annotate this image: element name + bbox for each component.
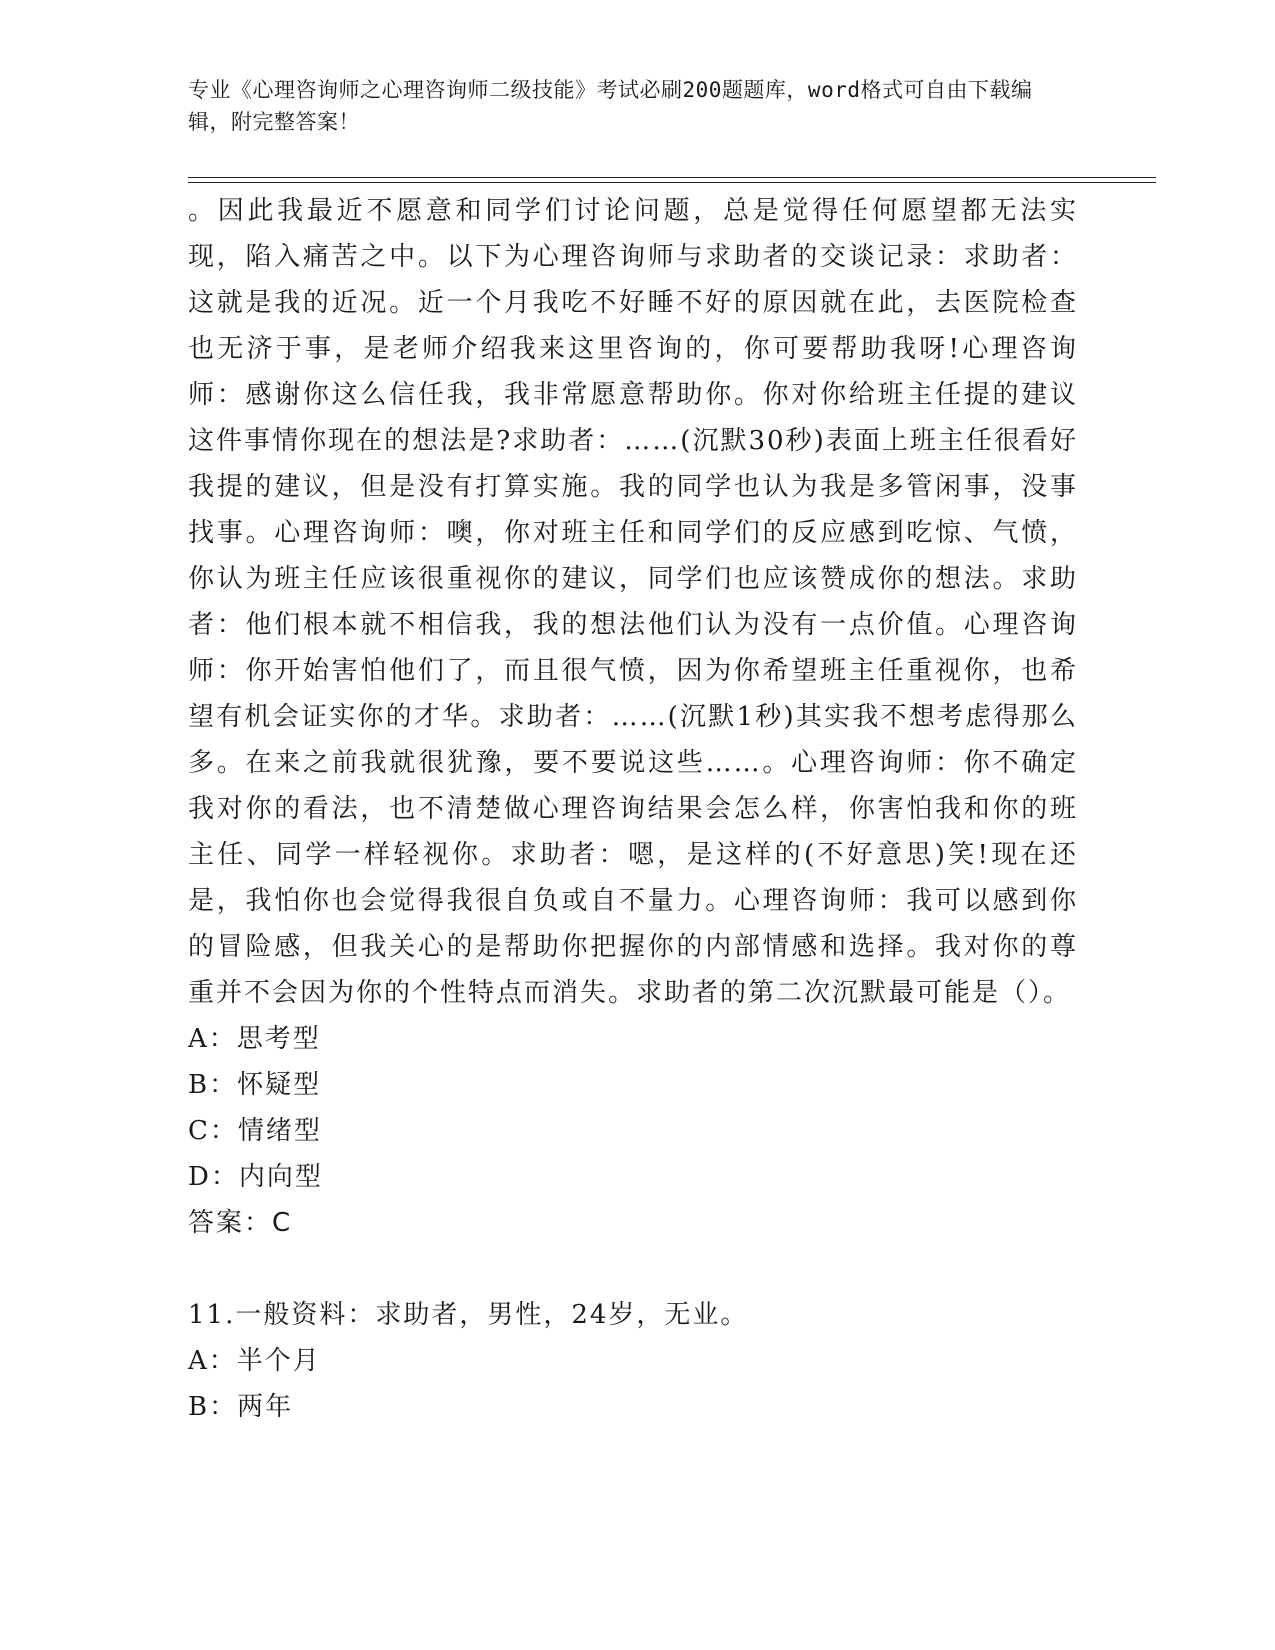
question-11-stem: 11.一般资料：求助者，男性，24岁，无业。 bbox=[188, 1300, 749, 1330]
question-11-option-a: A：半个月 bbox=[188, 1346, 321, 1376]
answer-line: 答案：C bbox=[188, 1208, 293, 1238]
option-b: B：怀疑型 bbox=[188, 1070, 322, 1100]
header-rule-bottom bbox=[188, 182, 1156, 183]
document-body bbox=[188, 188, 1078, 1430]
section-spacer bbox=[188, 1246, 1078, 1292]
question-passage: 。因此我最近不愿意和同学们讨论问题，总是觉得任何愿望都无法实现，陷入痛苦之中。以下为心理咨询师与求助者的交谈记录：求助者：这就是我的近况。近一个月我吃不好睡不好的原因就在此，去医院检查也无济于事，是老师介绍我来这里咨询的，你可要帮助我呀!心理咨询师：感谢你这么信任我，我非常愿意帮助你。你对你给班主任提的建议这件事情你现在的想法是?求助者：……(沉默30秒)表面上班主任很看好我提的建议，但是没有打算实施。我的同学也认为我是多管闲事，没事找事。心理咨询师：噢，你对班主任和同学们的反应感到吃惊、气愤，你认为班主任应该很重视你的建议，同学们也应该赞成你的想法。求助者：他们根本就不相信我，我的想法他们认为没有一点价值。心理咨询师：你开始害怕他们了，而且很气愤，因为你希望班主任重视你，也希望有机会证实你的才华。求助者：……(沉默1秒)其实我不想考虑得那么多。在来之前我就很犹豫，要不要说这些……。心理咨询师：你不确定我对你的看法，也不清楚做心理咨询结果会怎么样，你害怕我和你的班主任、同学一样轻视你。求助者：嗯，是这样的(不好意思)笑!现在还是，我怕你也会觉得我很自负或自不量力。心理咨询师：我可以感到你的冒险感，但我关心的是帮助你把握你的内部情感和选择。我对你的尊重并不会因为你的个性特点而消失。求助者的第二次沉默最可能是（）。 bbox=[188, 196, 1078, 1008]
option-d: D：内向型 bbox=[188, 1162, 323, 1192]
question-11-option-b: B：两年 bbox=[188, 1392, 294, 1422]
option-a: A：思考型 bbox=[188, 1024, 321, 1054]
option-c: C：情绪型 bbox=[188, 1116, 322, 1146]
header-rule-top bbox=[188, 177, 1156, 178]
document-header: 专业《心理咨询师之心理咨询师二级技能》考试必刷200题题库，word格式可自由下载编辑，附完整答案！ bbox=[188, 78, 1033, 134]
